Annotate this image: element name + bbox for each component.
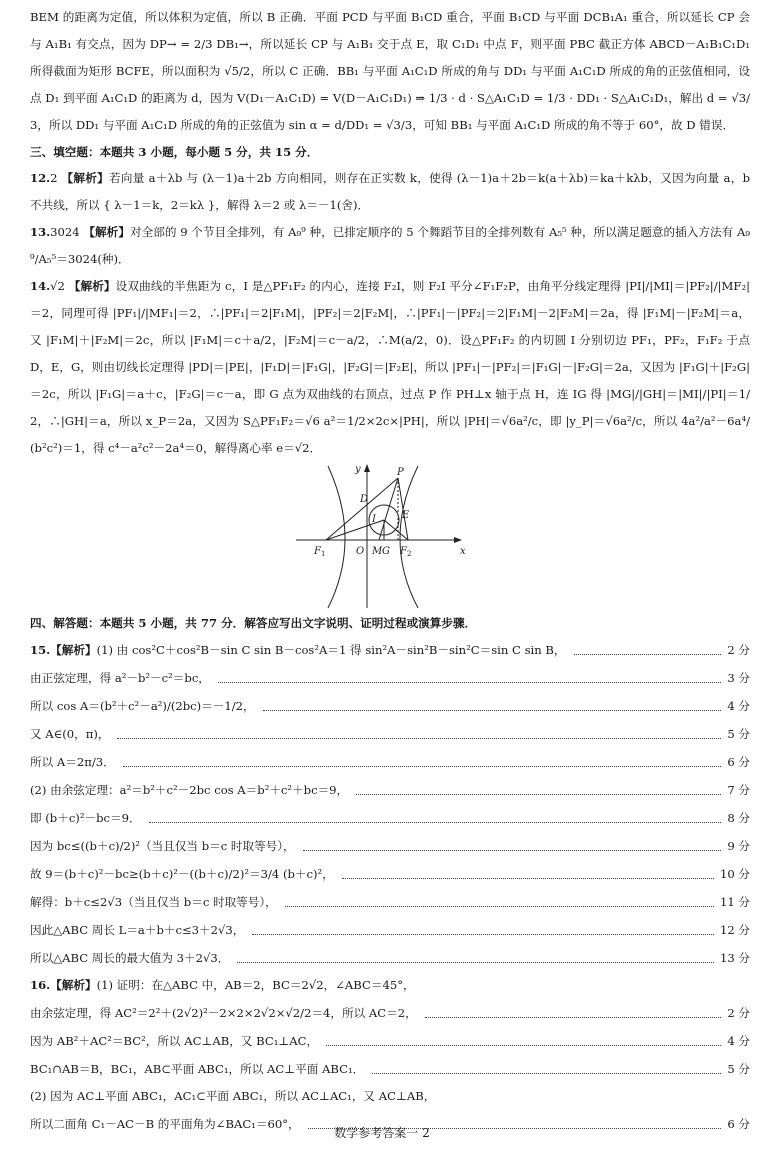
- q15-step-text: 又 A∈(0，π)，: [30, 727, 110, 741]
- q15-step-6: [30, 776, 750, 804]
- q15-step-text: 所以 cos A＝(b²＋c²－a²)/(2bc)＝－1/2，: [30, 699, 255, 713]
- score-label: 11 分: [719, 895, 750, 909]
- label-g: G: [382, 546, 390, 557]
- label-f1-letter: F: [314, 546, 321, 557]
- dot-leader: [123, 766, 722, 767]
- q14-explanation: 设双曲线的半焦距为 c，I 是△PF₁F₂ 的内心，连接 F₂I，则 F₂I 平分∠F₁F₂P，由角平分线定理得 |PI|/|MI|＝|PF₂|/|MF₂|＝2，同理可得 |PF₁|/|MF₁|＝2，∴|PF₁|＝2|F₁M|，|PF₂|＝2|F₂M|，∴|PF₁|－|PF₂|＝2|F₁M|－2|F₂M|＝2a，得 |F₁M|－|F₂M|＝a，又 |F₁M|＋|F₂M|＝2c，所以 |F₁M|＝c＋a/2，|F₂M|＝c－a/2，∴M(a/2，0)．设△PF₁F₂ 的内切圆 I 分别切边 PF₁，PF₂，F₁F₂ 于点 D，E，G，则由切线长定理得 |PD|＝|PE|，|F₁D|＝|F₁G|，|F₂G|＝|F₂E|，所以 |PF₁|－|PF₂|＝|F₁G|－|F₂G|＝2a，又因为 |F₁G|＋|F₂G|＝2c，所以 |F₁G|＝a＋c，|F₂G|＝c－a，即 G 点为双曲线的右顶点，过点 P 作 PH⊥x 轴于点 H，连 IG 得 |MG|/|GH|＝|MI|/|PI|＝1/2，∴|GH|＝a，所以 x_P＝2a，又因为 S△PF₁F₂＝√6 a²＝1/2×2c×|PH|，所以 |PH|＝√6a²/c，即 |y_P|＝√6a²/c，所以 4a²/a²－6a⁴/(b²c²)＝1，得 c⁴－a²c²－2a⁴＝0，解得离心率 e＝√2．: [30, 279, 750, 455]
- dot-leader: [218, 682, 721, 683]
- q12-answer: [30, 165, 750, 219]
- section-3-heading: 三、填空题：本题共 3 小题，每小题 5 分，共 15 分．: [30, 145, 319, 159]
- q15-step-text: 即 (b＋c)²－bc＝9．: [30, 811, 141, 825]
- dot-leader: [237, 962, 714, 963]
- section-4-heading: 四、解答题：本题共 5 小题，共 77 分．解答应写出文字说明、证明过程或演算步骤．: [30, 616, 477, 630]
- score-label: 7 分: [727, 783, 750, 797]
- score-label: 10 分: [719, 867, 750, 881]
- q16-number: 16.: [30, 978, 51, 992]
- page-footer: 数学参考答案一 2: [334, 1126, 430, 1140]
- score-label: 9 分: [727, 839, 750, 853]
- label-x: x: [460, 546, 466, 557]
- score-label: 4 分: [727, 1034, 750, 1048]
- score-label: 12 分: [719, 923, 750, 937]
- answer-page: [30, 4, 750, 1138]
- dot-leader: [149, 822, 722, 823]
- q11-continuation: BEM 的距离为定值，所以体积为定值，所以 B 正确．平面 PCD 与平面 B₁CD 重合，平面 B₁CD 与平面 DCB₁A₁ 重合，所以延长 CP 会与 A₁B₁ 有交点，因为 DP→ = 2/3 DB₁→，所以延长 CP 与 A₁B₁ 交于点 E，取 C₁D₁ 中点 F，则平面 PBC 截正方体 ABCD－A₁B₁C₁D₁ 所得截面为矩形 BCFE，所以面积为 √5/2，所以 C 正确．BB₁ 与平面 A₁C₁D 所成的角与 DD₁ 与平面 A₁C₁D 所成的角的正弦值相同，设点 D₁ 到平面 A₁C₁D 的距离为 d，因为 V(D₁－A₁C₁D) = V(D－A₁C₁D₁) ⇒ 1/3 · d · S△A₁C₁D = 1/3 · DD₁ · S△A₁C₁D₁，解出 d = √3/3，所以 DD₁ 与平面 A₁C₁D 所成的角的正弦值为 sin α = d/DD₁ = √3/3，可知 BB₁ 与平面 A₁C₁D 所成的角不等于 60°，故 D 错误．: [30, 10, 750, 132]
- q16-step-2: [30, 1027, 750, 1055]
- label-f1-subscript: 1: [320, 550, 326, 558]
- q13-number: 13.: [30, 225, 51, 239]
- label-y: y: [355, 464, 361, 475]
- q13-answer: [30, 219, 750, 273]
- segment-pf2: [398, 478, 408, 540]
- q15-step-1: [30, 636, 750, 664]
- label-d: D: [360, 494, 369, 505]
- score-label: 5 分: [727, 727, 750, 741]
- q14-result: √2: [50, 279, 65, 293]
- q16-tag: 【解析】: [50, 978, 97, 992]
- dot-leader: [356, 794, 721, 795]
- q15-step-5: [30, 748, 750, 776]
- score-label: 4 分: [727, 699, 750, 713]
- dot-leader: [574, 654, 722, 655]
- q12-explanation: 若向量 a＋λb 与 (λ－1)a＋2b 方向相同，则存在正实数 k，使得 (λ－1)a＋2b＝k(a＋λb)＝ka＋kλb，又因为向量 a，b 不共线，所以 { λ－1＝k，2＝kλ }，解得 λ＝2 或 λ＝－1(舍)．: [30, 171, 750, 212]
- q14-answer: [30, 273, 750, 462]
- dot-leader: [425, 1017, 722, 1018]
- q13-tag: 【解析】: [83, 225, 130, 239]
- score-label: 13 分: [719, 951, 750, 965]
- q16-step-3: [30, 1055, 750, 1083]
- q15-step-text: 解得：b＋c≤2√3（当且仅当 b＝c 时取等号），: [30, 895, 277, 909]
- dot-leader: [263, 710, 722, 711]
- q12-tag: 【解析】: [61, 171, 110, 185]
- score-label: 5 分: [727, 1062, 750, 1076]
- score-label: 2 分: [727, 643, 750, 657]
- q12-number: 12.: [30, 171, 51, 185]
- q15-step-text: 所以 A＝2π/3．: [30, 755, 115, 769]
- score-label: 3 分: [727, 671, 750, 685]
- q15-step-text: 因此△ABC 周长 L＝a＋b＋c≤3＋2√3，: [30, 923, 245, 937]
- hyperbola-diagram: [292, 462, 482, 610]
- q15-step-text: 所以△ABC 周长的最大值为 3＋2√3．: [30, 951, 230, 965]
- q15-step-text: 故 9＝(b＋c)²－bc≥(b＋c)²－((b＋c)/2)²＝3/4 (b＋c)²，: [30, 867, 334, 881]
- label-f1: [313, 546, 325, 558]
- q16-step-1: [30, 999, 750, 1027]
- q13-explanation: 对全部的 9 个节目全排列，有 A₉⁹ 种，已排定顺序的 5 个舞蹈节目的全排列数有 A₅⁵ 种，所以满足题意的插入方法有 A₉⁹/A₅⁵＝3024(种)．: [30, 225, 750, 266]
- label-f2: [399, 546, 411, 558]
- x-axis-arrow: [454, 537, 462, 543]
- label-o: O: [356, 546, 365, 557]
- q16-step-text: BC₁∩AB＝B，BC₁，AB⊂平面 ABC₁，所以 AC⊥平面 ABC₁．: [30, 1062, 365, 1076]
- q16-step-text: 因为 AB²＋AC²＝BC²，所以 AC⊥AB，又 BC₁⊥AC，: [30, 1034, 319, 1048]
- q16-step-text: 由余弦定理，得 AC²＝2²＋(2√2)²－2×2×2√2×√2/2＝4，所以 AC＝2，: [30, 1006, 417, 1020]
- dot-leader: [252, 934, 714, 935]
- q15-step-12: [30, 944, 750, 972]
- q13-result: 3024: [50, 225, 80, 239]
- label-f2-subscript: 2: [406, 550, 412, 558]
- q15-step-text: 因为 bc≤((b＋c)/2)²（当且仅当 b＝c 时取等号），: [30, 839, 295, 853]
- label-p: P: [397, 467, 404, 478]
- q16-intro: [30, 972, 750, 999]
- dot-leader: [303, 850, 722, 851]
- q16-intro-text: (1) 证明：在△ABC 中，AB＝2，BC＝2√2，∠ABC＝45°，: [96, 978, 415, 992]
- score-label: 6 分: [727, 1117, 750, 1131]
- q15-step-7: [30, 804, 750, 832]
- q16-part2-text: (2) 因为 AC⊥平面 ABC₁，AC₁⊂平面 ABC₁，所以 AC⊥AC₁，又 AC⊥AB，: [30, 1089, 436, 1103]
- q14-tag: 【解析】: [68, 279, 116, 293]
- q15-number: 15.: [30, 643, 51, 657]
- q15-step-9: [30, 860, 750, 888]
- right-branch: [400, 466, 418, 608]
- dot-leader: [285, 906, 714, 907]
- label-e: E: [402, 510, 410, 521]
- q12-result: 2: [50, 171, 58, 185]
- q15-step-text: (2) 由余弦定理：a²＝b²＋c²－2bc cos A＝b²＋c²＋bc＝9，: [30, 783, 349, 797]
- q15-step-4: [30, 720, 750, 748]
- hyperbola-figure: [30, 462, 750, 610]
- score-label: 6 分: [727, 755, 750, 769]
- q15-step-2: [30, 664, 750, 692]
- score-label: 2 分: [727, 1006, 750, 1020]
- q15-step-8: [30, 832, 750, 860]
- dot-leader: [117, 738, 721, 739]
- y-axis-arrow: [364, 464, 370, 472]
- dot-leader: [326, 1045, 721, 1046]
- q15-step-10: [30, 888, 750, 916]
- q15-step-text: (1) 由 cos²C＋cos²B－sin C sin B－cos²A＝1 得 sin²A－sin²B－sin²C＝sin C sin B，: [96, 643, 566, 657]
- label-m: M: [372, 546, 383, 557]
- dot-leader: [342, 878, 714, 879]
- left-branch: [328, 466, 345, 608]
- segment-f2i: [384, 520, 408, 540]
- label-f2-letter: F: [400, 546, 407, 557]
- label-i: I: [372, 514, 376, 525]
- q16-step-text: 所以二面角 C₁－AC－B 的平面角为∠BAC₁＝60°，: [30, 1117, 300, 1131]
- q15-step-text: 由正弦定理，得 a²－b²－c²＝bc，: [30, 671, 210, 685]
- q14-number: 14.: [30, 279, 51, 293]
- q15-step-3: [30, 692, 750, 720]
- q15-tag: 【解析】: [50, 643, 97, 657]
- q15-step-11: [30, 916, 750, 944]
- score-label: 8 分: [727, 811, 750, 825]
- dot-leader: [372, 1073, 721, 1074]
